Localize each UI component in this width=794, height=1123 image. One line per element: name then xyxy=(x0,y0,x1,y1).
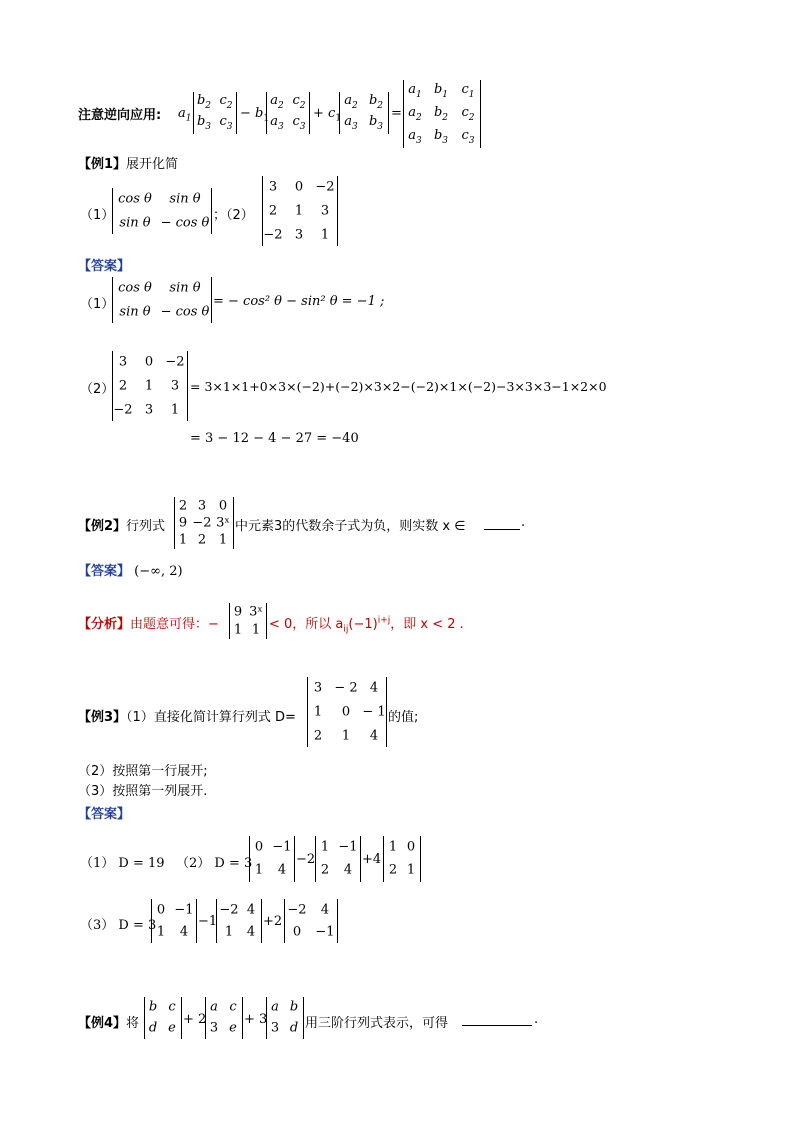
ex2-answer-blank xyxy=(484,515,520,530)
ex3-lead: 【例3】（1）直接化简计算行列式 D= xyxy=(78,710,296,725)
ex2-end: . xyxy=(521,515,526,530)
note-a1: $a_1$ xyxy=(178,106,192,124)
ex1-ans1-result: = − cos² θ − sin² θ = −1 ; xyxy=(213,294,385,309)
ex1-det-2: 3 0 −2 2 1 3 −2 3 1 xyxy=(262,176,338,246)
ex3-r3-det-3: −2 4 0 −1 xyxy=(284,899,338,943)
ex3-r1: （1） D = 19 xyxy=(80,856,165,871)
note-det-4: $a_1$ $b_1$ $c_1$ $a_2$ $b_2$ $c_2$ $a_3$ $b_3$ $c_3$ xyxy=(403,80,481,148)
ex3-r2-det-2: 1 −1 2 4 xyxy=(315,836,361,882)
ex4-op1: + 2 xyxy=(183,1012,207,1027)
ex1-ans1-label: （1） xyxy=(80,297,115,312)
ex4-det-2: a c 3 e xyxy=(205,997,243,1039)
note-minus: − $b_1$ xyxy=(240,106,270,124)
ex4-text: 用三阶行列式表示，可得 xyxy=(305,1016,449,1031)
ex3-r2-det-3: 1 0 2 1 xyxy=(383,836,421,882)
ex3-r2-det-1: 0 −1 1 4 xyxy=(249,836,295,882)
ex2-text: 中元素3的代数余子式为负，则实数 x ∈ xyxy=(235,519,466,534)
note-det-3: $a_2$ $b_2$ $a_3$ $b_3$ xyxy=(339,92,389,134)
note-label: 注意逆向应用: xyxy=(78,108,162,123)
note-det-1: $b_2$ $c_2$ $b_3$ $c_3$ xyxy=(193,92,237,134)
ex1-ans2-line1: = 3×1×1+0×3×(−2)+(−2)×3×2−(−2)×1×(−2)−3×3×3−1×2×0 xyxy=(190,379,607,394)
ex3-det: 3 − 2 4 1 0 − 1 2 1 4 xyxy=(307,677,387,747)
ex3-answer-tag: 【答案】 xyxy=(78,807,131,822)
ex2-analysis-lead: 【分析】由题意可得：− xyxy=(78,617,219,632)
ex3-r2-op2: +4 xyxy=(362,852,382,867)
note-det-2: $a_2$ $c_2$ $a_3$ $c_3$ xyxy=(266,92,310,134)
ex3-q3: （3）按照第一列展开. xyxy=(78,784,208,799)
ex1-ans-det-2: 3 0 −2 2 1 3 −2 3 1 xyxy=(112,351,188,421)
ex3-r3-op2: +2 xyxy=(263,914,283,929)
ex3-r3-det-2: −2 4 1 4 xyxy=(216,899,262,943)
ex3-text-end: 的值; xyxy=(388,710,419,725)
ex4-end: . xyxy=(534,1012,539,1027)
ex1-ans2-line2: = 3 − 12 − 4 − 27 = −40 xyxy=(190,431,359,446)
ex3-r3-det-1: 0 −1 1 4 xyxy=(151,899,197,943)
ex4-det-1: b c d e xyxy=(144,997,182,1039)
ex2-answer-line: 【答案】 (−∞, 2) xyxy=(78,564,183,579)
ex2-analysis-det: 9 3ˣ 1 1 xyxy=(229,603,267,639)
note-plus: + $c_1$ xyxy=(313,106,342,124)
ex3-r2-op1: −2 xyxy=(296,852,316,867)
ex3-r3-prefix: （3） D = 3 xyxy=(80,918,157,933)
ex2-det: 2 3 0 9 −2 3ˣ 1 2 1 xyxy=(174,497,234,549)
ex4-answer-blank xyxy=(462,1011,532,1026)
ex4-lead: 【例4】将 xyxy=(78,1016,140,1031)
ex2-analysis-rest: < 0，所以 $a_{ij}(-1)^{i+j}$，即 x < 2 . xyxy=(269,615,464,635)
ex1-part2-label: ；（2） xyxy=(213,208,254,223)
ex3-q2: （2）按照第一行展开; xyxy=(78,764,208,779)
ex4-det-3: a b 3 d xyxy=(266,997,304,1039)
ex1-part1-label: （1） xyxy=(80,208,115,223)
ex3-r3-op1: −1 xyxy=(198,914,218,929)
ex1-ans2-label: （2） xyxy=(80,382,115,397)
ex2-lead: 【例2】行列式 xyxy=(78,519,166,534)
ex4-op2: + 3 xyxy=(244,1012,268,1027)
ex1-heading: 【例1】展开化简 xyxy=(78,157,179,172)
ex1-ans-det-1: cos θ sin θ sin θ − cos θ xyxy=(112,277,212,323)
ex1-det-1: cos θ sin θ sin θ − cos θ xyxy=(112,188,212,234)
ex3-r2-prefix: （2） D = 3 xyxy=(176,856,253,871)
ex1-answer-tag: 【答案】 xyxy=(78,259,131,274)
note-eq: = xyxy=(391,106,402,121)
